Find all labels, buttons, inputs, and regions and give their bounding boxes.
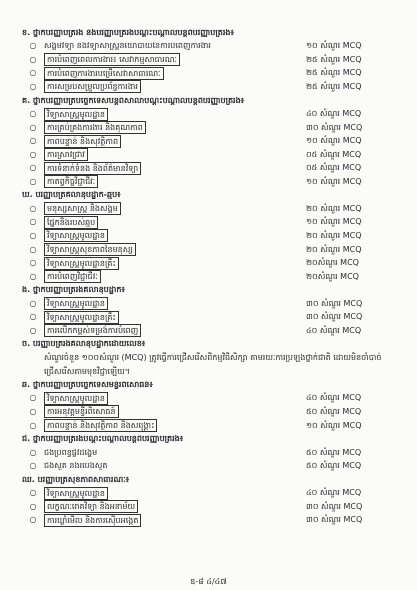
section-heading-text: ឈ. បរិញ្ញាបត្រសុខភាពសាធារណៈ៖ <box>22 475 130 484</box>
question-count: ១០ សំណួរ MCQ <box>306 176 362 186</box>
bullet-icon: ○ <box>29 230 37 240</box>
question-count: ០៥ សំណួរ MCQ <box>306 149 362 159</box>
question-count: ៥០ សំណួរ MCQ <box>306 461 362 471</box>
subject-name: ផ្នែកនិងរបស់ឆ្មប <box>44 216 98 229</box>
subject-item <box>22 121 394 135</box>
bullet-icon: ○ <box>29 149 37 159</box>
subject-item <box>22 459 394 473</box>
subject-item <box>22 202 394 216</box>
subject-name: ភាពបន្ទាន់ និងសុវត្ថិភាព និងសង្គ្រោះ <box>44 419 157 432</box>
section-heading-text: ខ. ថ្នាក់បរិញ្ញាបត្ររង និងបរិញ្ញាបត្ររងបណ្ដុះបណ្ដាលបន្តពីបរិញ្ញាបត្ររង៖ <box>22 28 234 37</box>
subject-name: ជំងឺសួត និងរបេងសួត <box>44 462 108 471</box>
subject-name: វិទ្យាសាស្ត្រសុខភាពនៃមនុស្ស <box>44 243 136 256</box>
bullet-icon: ○ <box>29 271 37 281</box>
question-count: ២០ សំណួរ MCQ <box>306 230 362 240</box>
bullet-icon: ○ <box>29 176 37 186</box>
subject-item <box>22 324 394 338</box>
subject-item <box>22 53 394 67</box>
question-count: ២០ សំណួរ MCQ <box>306 203 362 213</box>
subject-name: ការទំនាក់ទំនង និងព័ត៌មានវិទ្យា <box>44 162 141 175</box>
subject-name: ជំងឺប្រព័ន្ធផ្លូវដង្ហើម <box>44 448 98 457</box>
bullet-icon: ○ <box>29 136 37 146</box>
question-count: ៤០ សំណួរ MCQ <box>306 488 362 498</box>
subject-item <box>22 446 394 460</box>
question-count: ៥០ សំណួរ MCQ <box>306 406 362 416</box>
bullet-icon: ○ <box>29 258 37 268</box>
bullet-icon: ○ <box>29 203 37 213</box>
subject-name: ការឃ្លាំមើល និងការស៊ើបអង្កេត <box>44 514 141 527</box>
subject-name: ការគ្រប់គ្រងការងារ និងគុណភាព <box>44 121 146 134</box>
section-heading <box>22 94 394 108</box>
subject-item <box>22 148 394 162</box>
subject-item <box>22 310 394 324</box>
subject-name: វិទ្យាសាស្ត្រមូលដ្ឋាន <box>44 108 108 121</box>
subject-item <box>22 487 394 501</box>
subject-item <box>22 405 394 419</box>
note-paragraph: សំណួរចំនួន ១០០សំណួរ (MCQ) ត្រូវធ្វើការជ្រើសរើសពីកម្មវិធីសិក្សា តាមរយៈការប្រឡងថ្នាក់ជាតិ ដោយមិនចាំបាច់ជ្រើសរើសតាមមុខវិជ្ជាឡើយ។ <box>44 353 382 376</box>
section-heading <box>22 432 394 446</box>
subject-item <box>22 67 394 81</box>
section-heading <box>22 26 394 40</box>
bullet-icon: ○ <box>29 298 37 308</box>
subject-name: ការអនុវត្តមន្ទីរពិសោធន៍ <box>44 405 119 418</box>
bullet-icon: ○ <box>29 163 37 173</box>
question-count: ៣០ សំណួរ MCQ <box>306 515 363 525</box>
bullet-icon: ○ <box>29 393 37 403</box>
subject-name: ការបំពេញការងារបម្រើសេវាសាធារណៈ <box>44 67 164 80</box>
subject-item <box>22 297 394 311</box>
question-count: ១០ សំណួរ MCQ <box>306 420 362 430</box>
section-heading-text: ឆ. ថ្នាក់បរិញ្ញាបត្របច្ចេកទេសមន្ទីរពិសោធន៍៖ <box>22 380 153 389</box>
subject-item <box>22 500 394 514</box>
bullet-icon: ○ <box>29 68 37 78</box>
question-count: ២០សំណួរ MCQ <box>306 258 359 268</box>
question-count: ៤០ សំណួរ MCQ <box>306 325 362 335</box>
section-heading-text: ច. បរិញ្ញាបត្ររងគិលានុបដ្ឋាកដោយលេខ៖ <box>22 340 146 349</box>
subject-item <box>22 175 394 189</box>
section-heading-text: ជ. ថ្នាក់បរិញ្ញាបត្ររងបណ្ដុះបណ្ដាលបន្តពីបរិញ្ញាបត្ររង៖ <box>22 435 184 444</box>
bullet-icon: ○ <box>29 488 37 498</box>
section-heading-text: គ. ថ្នាក់បរិញ្ញាបត្របច្ចេកទេសបន្តពីសាលាបណ្ដុះបណ្ដាលបន្តពីបរិញ្ញាបត្ររង៖ <box>22 96 245 105</box>
question-count: ៣០ សំណួរ MCQ <box>306 298 363 308</box>
subject-name: សង្គមវិទ្យា និងវិទ្យាសាស្ត្រនយោបាយនៃការបំពេញការងារ <box>44 42 211 51</box>
section-heading <box>22 338 394 352</box>
question-count: ១០ សំណួរ MCQ <box>306 41 362 51</box>
bullet-icon: ○ <box>29 122 37 132</box>
subject-name: ការបំពេញវិជ្ជាជីវៈ <box>44 270 101 283</box>
subject-item <box>22 270 394 284</box>
subject-name: វិទ្យាសាស្ត្រមូលដ្ឋានគ្រឹះ <box>44 257 119 270</box>
question-count: ៤០ សំណួរ MCQ <box>306 393 362 403</box>
subject-name: វិទ្យាសាស្ត្រមូលដ្ឋាន <box>44 487 108 500</box>
subject-item <box>22 216 394 230</box>
subject-name: កាតព្វកិច្ចវិជ្ជាជីវៈ <box>44 175 98 188</box>
section-heading <box>22 283 394 297</box>
question-count: ២៥ សំណួរ MCQ <box>306 68 362 78</box>
subject-name: វិទ្យាសាស្ត្រមូលដ្ឋាន <box>44 392 108 405</box>
question-count: ២៥ សំណួរ MCQ <box>306 81 362 91</box>
question-count: ១០ សំណួរ MCQ <box>306 136 362 146</box>
question-count: ១០ សំណួរ MCQ <box>306 217 362 227</box>
subject-item <box>22 134 394 148</box>
bullet-icon: ○ <box>29 447 37 457</box>
subject-name: លក្ខណៈរោគវិទ្យា និងអនាម័យ <box>44 500 138 513</box>
subject-item <box>22 256 394 270</box>
bullet-icon: ○ <box>29 312 37 322</box>
question-count: ៣០ សំណួរ MCQ <box>306 122 363 132</box>
bullet-icon: ○ <box>29 420 37 430</box>
bullet-icon: ○ <box>29 244 37 254</box>
section-heading-text: ឃ. បរិញ្ញាបត្រគិលានុបដ្ឋាក-ឆ្មប៖ <box>22 191 121 200</box>
bullet-icon: ○ <box>29 217 37 227</box>
bullet-icon: ○ <box>29 461 37 471</box>
question-count: ២៥ សំណួរ MCQ <box>306 54 362 64</box>
subject-name: វិទ្យាសាស្ត្រមូលដ្ឋានគ្រឹះ <box>44 311 119 324</box>
subject-name: មនុស្សសាស្ត្រ និងសង្គម <box>44 202 121 215</box>
section-heading-text: ង. ថ្នាក់បរិញ្ញាបត្ររងគិលានុបដ្ឋាក៖ <box>22 286 125 295</box>
subject-name: វិទ្យាសាស្ត្រមូលដ្ឋាន <box>44 297 108 310</box>
subject-item <box>22 392 394 406</box>
subject-name: ភាពបន្ទាន់ និងសុវត្ថិភាព <box>44 135 121 148</box>
page-number: ឧ-៨ ៤/៤៧ <box>190 577 227 586</box>
subject-name: ការស្រាវជ្រាវ <box>44 148 88 161</box>
question-count: ០៥ សំណួរ MCQ <box>306 163 362 173</box>
bullet-icon: ○ <box>29 325 37 335</box>
subject-item <box>22 161 394 175</box>
subject-name: វិទ្យាសាស្ត្រមូលដ្ឋាន <box>44 229 108 242</box>
question-count: ២០សំណួរ MCQ <box>306 271 359 281</box>
section-heading <box>22 378 394 392</box>
subject-name: ការលើកកម្ពស់ទម្រង់ការបំពេញ <box>44 324 141 337</box>
question-count: ៥០ សំណួរ MCQ <box>306 447 362 457</box>
subject-item <box>22 40 394 54</box>
bullet-icon: ○ <box>29 41 37 51</box>
question-count: ៣០ សំណួរ MCQ <box>306 501 363 511</box>
section-heading <box>22 189 394 203</box>
subject-name: ការបំពេញពេលការងារ៖ សេវាកម្មសាធារណៈ <box>44 53 180 66</box>
question-count: ៣០ សំណួរ MCQ <box>306 312 363 322</box>
bullet-icon: ○ <box>29 109 37 119</box>
question-count: ២០ សំណួរ MCQ <box>306 244 362 254</box>
subject-item <box>22 107 394 121</box>
bullet-icon: ○ <box>29 406 37 416</box>
subject-item <box>22 419 394 433</box>
bullet-icon: ○ <box>29 501 37 511</box>
subject-item <box>22 243 394 257</box>
bullet-icon: ○ <box>29 81 37 91</box>
subject-item <box>22 80 394 94</box>
bullet-icon: ○ <box>29 54 37 64</box>
section-heading <box>22 473 394 487</box>
subject-item <box>22 229 394 243</box>
subject-item <box>22 514 394 528</box>
subject-name: ការសម្របសម្រួលប្រព័ន្ធការងារ <box>44 80 141 93</box>
question-count: ៤០ សំណួរ MCQ <box>306 109 362 119</box>
exam-subject-list <box>22 26 394 527</box>
bullet-icon: ○ <box>29 515 37 525</box>
